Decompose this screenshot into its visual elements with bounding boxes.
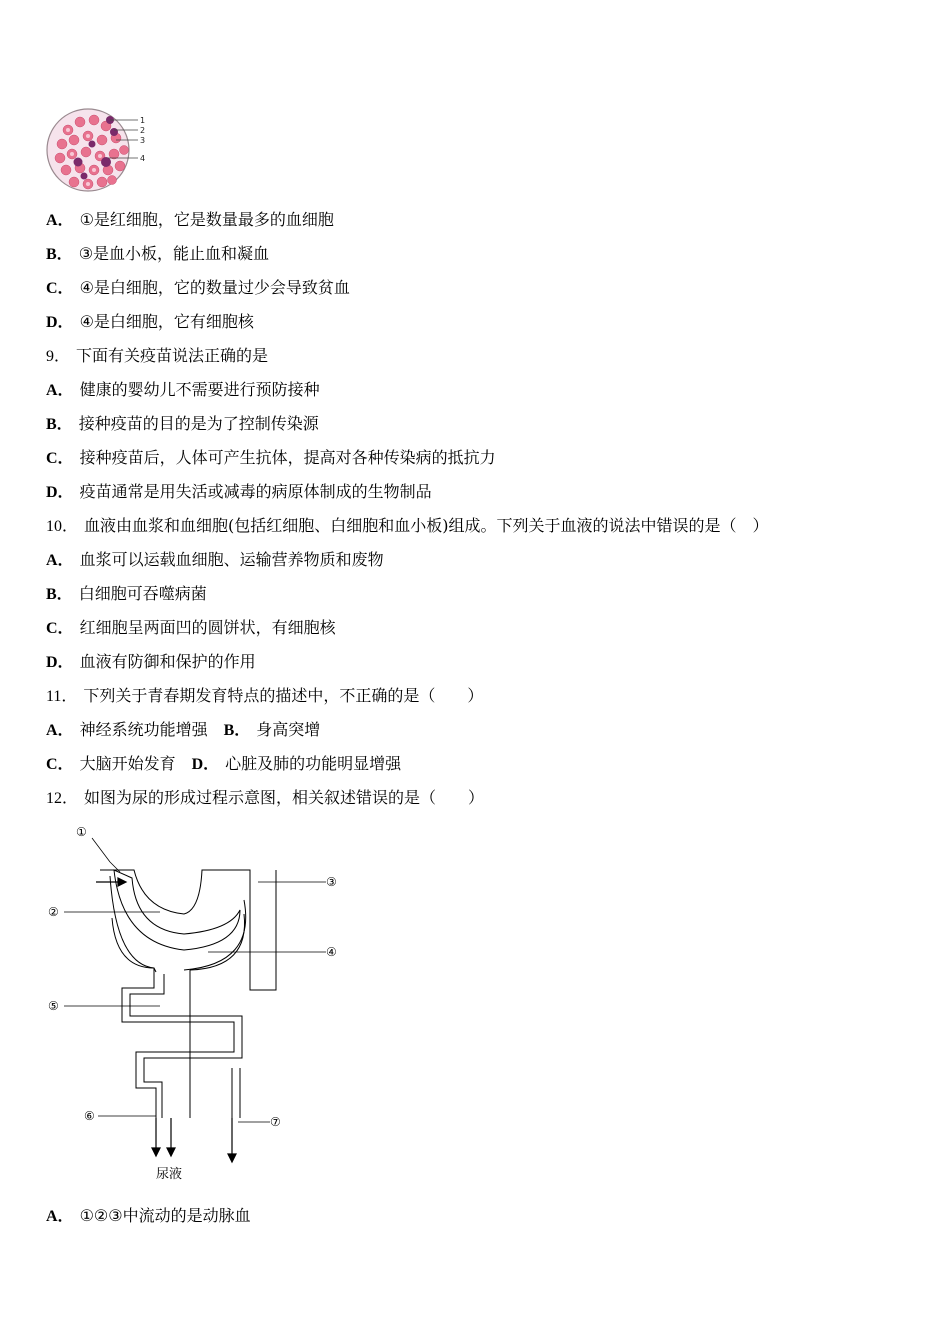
q8-option-a: A． ①是红细胞，它是数量最多的血细胞 — [46, 210, 334, 229]
q8-option-c: C． ④是白细胞，它的数量过少会导致贫血 — [46, 278, 350, 297]
kidney-label-1: ① — [76, 825, 87, 839]
blood-label-1: 1 — [140, 116, 146, 125]
kidney-label-2: ② — [48, 905, 59, 919]
q9-stem: 9． 下面有关疫苗说法正确的是 — [46, 346, 269, 365]
q10-option-d: D． 血液有防御和保护的作用 — [46, 652, 256, 671]
q10-option-a: A． 血浆可以运载血细胞、运输营养物质和废物 — [46, 550, 384, 569]
q10-stem: 10． 血液由血浆和血细胞(包括红细胞、白细胞和血小板)组成。下列关于血液的说法中错误的是（ ） — [46, 516, 769, 535]
blood-label-2: 2 — [140, 126, 146, 135]
kidney-label-6: ⑥ — [84, 1109, 95, 1123]
urine-caption: 尿液 — [156, 1167, 183, 1182]
kidney-label-5: ⑤ — [48, 999, 59, 1013]
q9-option-c: C． 接种疫苗后，人体可产生抗体，提高对各种传染病的抵抗力 — [46, 448, 496, 467]
kidney-label-4: ④ — [326, 945, 337, 959]
q10-option-b: B． 白细胞可吞噬病菌 — [46, 584, 207, 603]
q9-option-d: D． 疫苗通常是用失活或减毒的病原体制成的生物制品 — [46, 482, 432, 501]
q8-option-d: D． ④是白细胞，它有细胞核 — [46, 312, 254, 331]
nephron-diagram — [44, 818, 354, 1188]
q12-stem: 12． 如图为尿的形成过程示意图，相关叙述错误的是（ ） — [46, 788, 485, 807]
q8-option-b: B． ③是血小板，能止血和凝血 — [46, 244, 270, 263]
q11-options-ab: A． 神经系统功能增强 B． 身高突增 — [46, 720, 321, 739]
blood-smear-figure — [44, 104, 154, 196]
q9-option-a: A． 健康的婴幼儿不需要进行预防接种 — [46, 380, 320, 399]
q12-option-a: A． ①②③中流动的是动脉血 — [46, 1206, 251, 1225]
q11-stem: 11． 下列关于青春期发育特点的描述中，不正确的是（ ） — [46, 686, 484, 705]
kidney-label-3: ③ — [326, 875, 337, 889]
q9-option-b: B． 接种疫苗的目的是为了控制传染源 — [46, 414, 319, 433]
q10-option-c: C． 红细胞呈两面凹的圆饼状，有细胞核 — [46, 618, 336, 637]
blood-label-4: 4 — [140, 154, 146, 163]
kidney-label-7: ⑦ — [270, 1115, 281, 1129]
blood-label-3: 3 — [140, 136, 146, 145]
q11-options-cd: C． 大脑开始发育 D． 心脏及肺的功能明显增强 — [46, 754, 402, 773]
